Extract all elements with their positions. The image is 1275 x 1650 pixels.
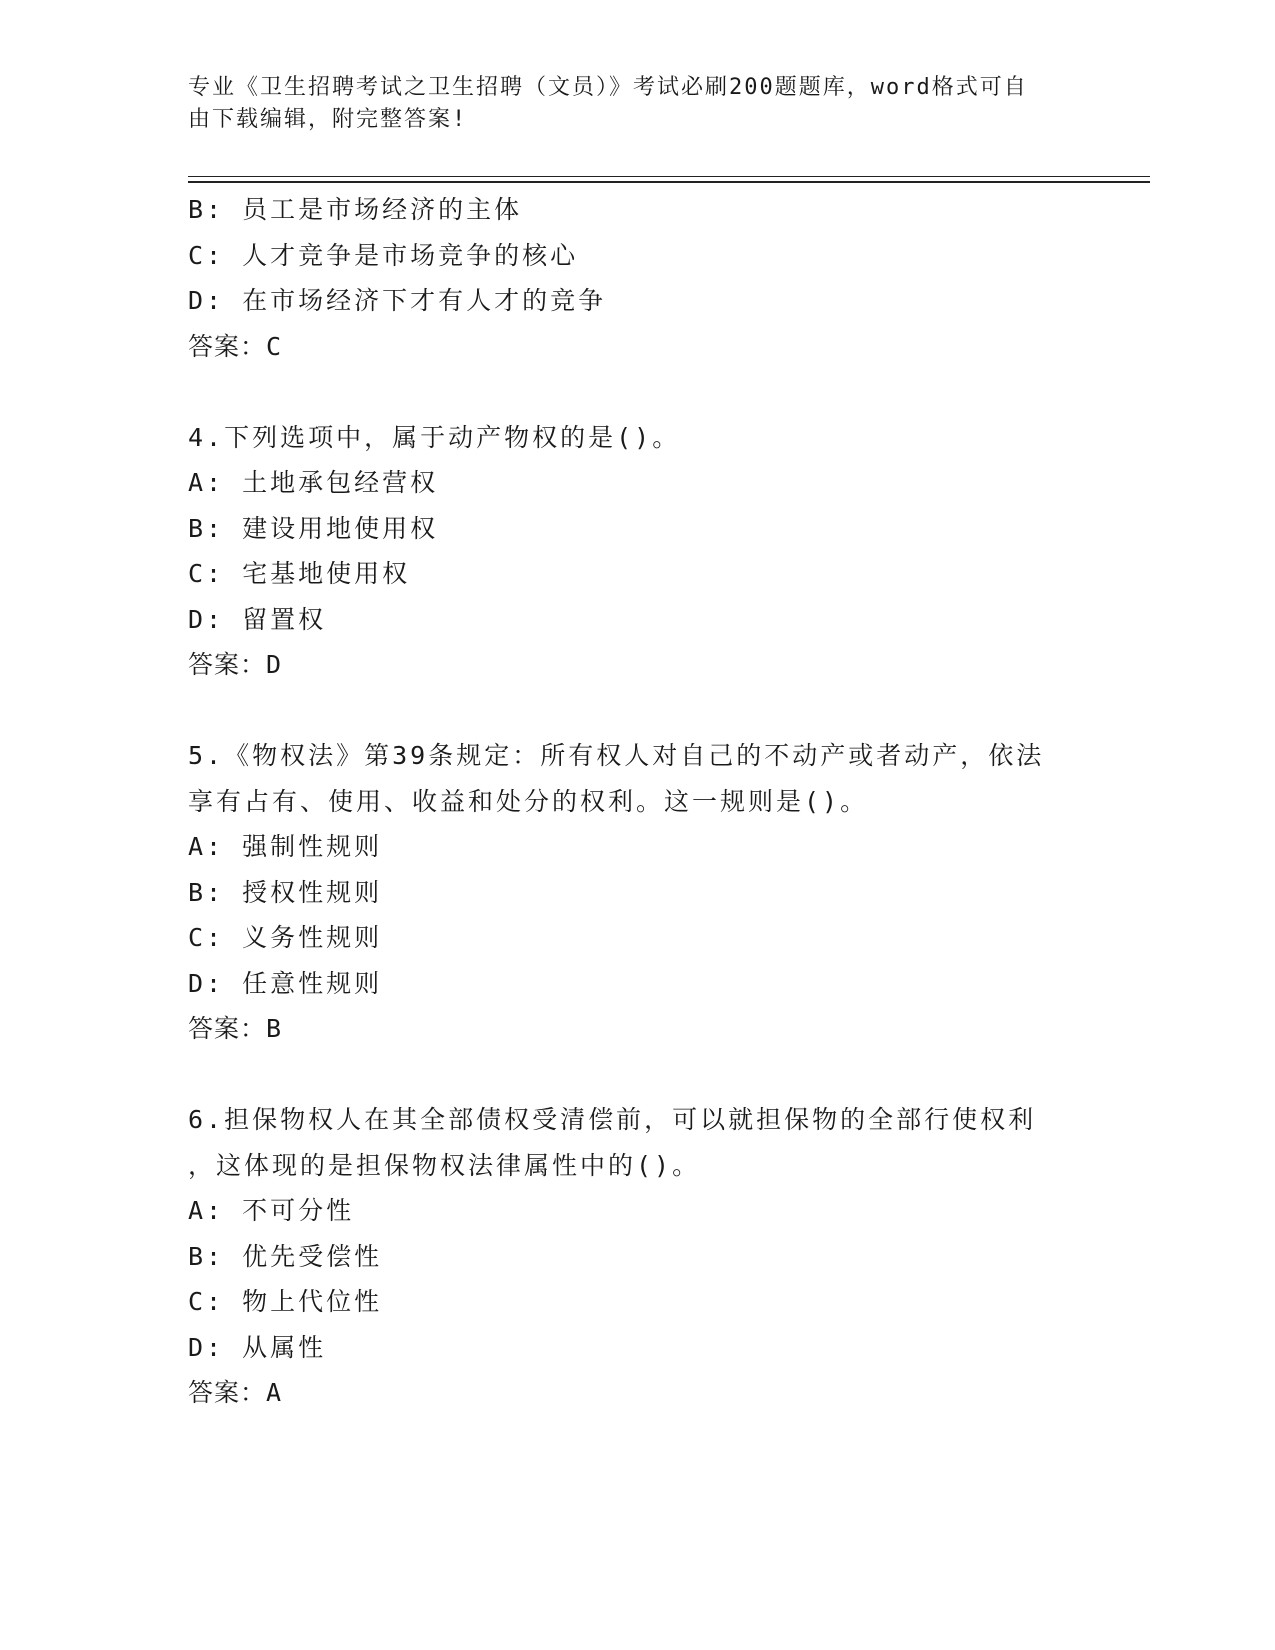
question-4 xyxy=(188,415,1088,688)
q3-option-c: C: 人才竞争是市场竞争的核心 xyxy=(188,240,579,270)
q5-option-c: C: 义务性规则 xyxy=(188,923,383,952)
q5-stem-line-1: 5.《物权法》第39条规定：所有权人对自己的不动产或者动产，依法 xyxy=(188,741,1045,770)
q4-answer-value: D xyxy=(266,650,283,679)
q5-option-d: D: 任意性规则 xyxy=(188,968,383,998)
spacer xyxy=(188,1052,1088,1098)
q3-option-d: D: 在市场经济下才有人才的竞争 xyxy=(188,286,607,315)
q3-answer xyxy=(188,324,1088,370)
q3-answer-value: C xyxy=(266,331,283,361)
q6-answer-label: 答案： xyxy=(188,1378,267,1407)
q4-option-b: B: 建设用地使用权 xyxy=(188,513,439,543)
header-rule-thin xyxy=(188,176,1150,177)
q5-option-a: A: 强制性规则 xyxy=(188,832,383,861)
q3-option-b: B: 员工是市场经济的主体 xyxy=(188,195,523,224)
q6-answer-value: A xyxy=(266,1378,283,1407)
spacer xyxy=(188,369,1088,415)
q4-answer xyxy=(188,642,1088,688)
q4-option-d: D: 留置权 xyxy=(188,604,327,634)
q4-stem: 4.下列选项中，属于动产物权的是()。 xyxy=(188,422,681,452)
q4-option-a: A: 土地承包经营权 xyxy=(188,468,439,497)
question-5 xyxy=(188,733,1088,1052)
q6-answer xyxy=(188,1370,1088,1416)
document-body xyxy=(188,187,1088,1416)
q6-option-c: C: 物上代位性 xyxy=(188,1287,383,1316)
header-line-2: 由下载编辑，附完整答案! xyxy=(188,107,468,132)
header-rule-thick xyxy=(188,181,1150,183)
q5-answer-value: B xyxy=(266,1014,283,1043)
header-line-1: 专业《卫生招聘考试之卫生招聘（文员）》考试必刷200题题库，word格式可自 xyxy=(188,75,1028,100)
q6-stem-line-1: 6.担保物权人在其全部债权受清偿前，可以就担保物的全部行使权利 xyxy=(188,1105,1037,1134)
q4-answer-label: 答案： xyxy=(188,650,267,679)
q5-answer-label: 答案： xyxy=(188,1014,267,1043)
q5-stem-line-2: 享有占有、使用、收益和处分的权利。这一规则是()。 xyxy=(188,786,869,816)
document-header xyxy=(188,72,1088,136)
q5-answer xyxy=(188,1006,1088,1052)
q5-option-b: B: 授权性规则 xyxy=(188,877,383,907)
q4-option-c: C: 宅基地使用权 xyxy=(188,559,411,588)
q6-option-d: D: 从属性 xyxy=(188,1332,327,1362)
question-6 xyxy=(188,1097,1088,1416)
q6-stem-line-2: ，这体现的是担保物权法律属性中的()。 xyxy=(188,1150,701,1180)
q3-answer-label: 答案： xyxy=(188,331,267,361)
question-3 xyxy=(188,187,1088,369)
q6-option-b: B: 优先受偿性 xyxy=(188,1241,383,1271)
q6-option-a: A: 不可分性 xyxy=(188,1196,355,1225)
spacer xyxy=(188,688,1088,734)
